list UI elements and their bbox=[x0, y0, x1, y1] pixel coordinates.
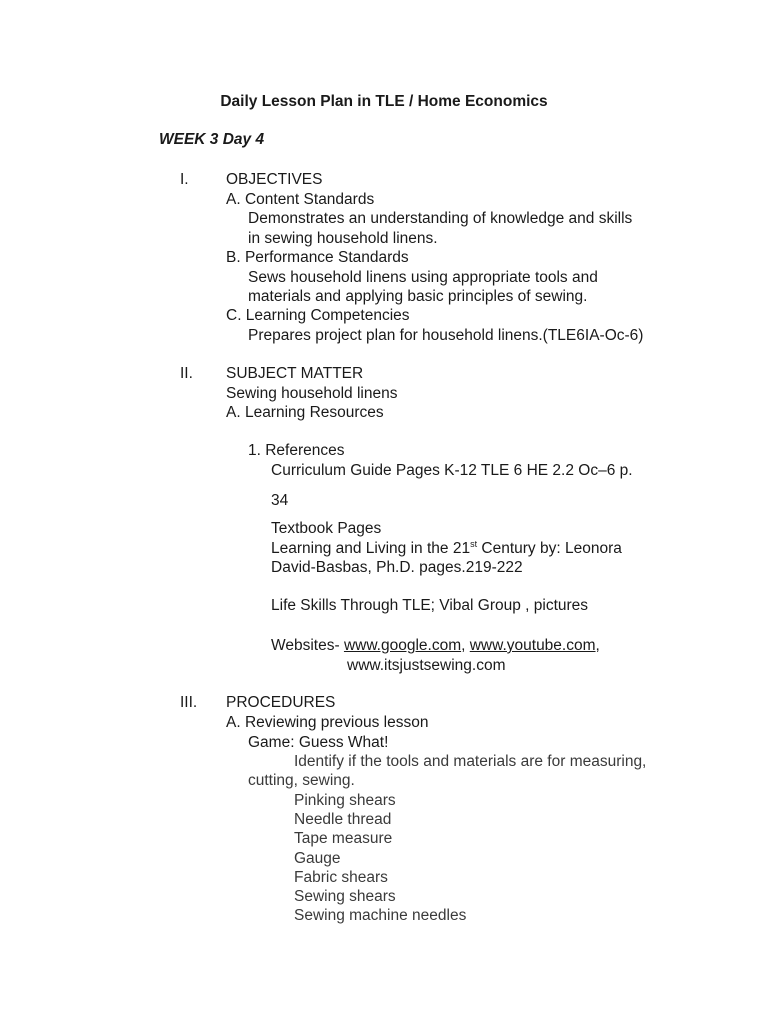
website-itsjustsewing: www.itsjustsewing.com bbox=[347, 657, 506, 674]
list-item: Sewing shears bbox=[294, 888, 396, 905]
subject-matter-topic: Sewing household linens bbox=[226, 385, 398, 402]
document-title: Daily Lesson Plan in TLE / Home Economics bbox=[220, 93, 548, 110]
section-numeral-subject-matter: II. bbox=[180, 365, 193, 382]
week-day-heading: WEEK 3 Day 4 bbox=[159, 131, 265, 148]
game-title: Game: Guess What! bbox=[248, 734, 389, 751]
references-label: 1. References bbox=[248, 442, 345, 459]
list-item: Needle thread bbox=[294, 811, 392, 828]
section-numeral-objectives: I. bbox=[180, 171, 189, 188]
game-instruction-1: Identify if the tools and materials are for measuring, bbox=[294, 753, 647, 770]
section-heading-procedures: PROCEDURES bbox=[226, 694, 336, 711]
content-standards-text-2: in sewing household linens. bbox=[248, 230, 438, 247]
website-separator: , bbox=[461, 637, 470, 654]
learning-resources-label: A. Learning Resources bbox=[226, 404, 384, 421]
performance-standards-label: B. Performance Standards bbox=[226, 249, 409, 266]
curriculum-guide-text-1: Curriculum Guide Pages K-12 TLE 6 HE 2.2 Oc–6 p. bbox=[271, 462, 633, 479]
ordinal-superscript: st bbox=[470, 538, 478, 549]
website-link-google[interactable]: www.google.com bbox=[343, 637, 462, 654]
content-standards-text-1: Demonstrates an understanding of knowledge and skills bbox=[248, 210, 633, 227]
list-item: Pinking shears bbox=[294, 792, 396, 809]
textbook-reference-pre: Learning and Living in the 21 bbox=[271, 540, 471, 557]
websites-label: Websites- bbox=[271, 637, 344, 654]
curriculum-guide-text-2: 34 bbox=[271, 492, 289, 509]
website-link-youtube[interactable]: www.youtube.com bbox=[469, 637, 596, 654]
list-item: Fabric shears bbox=[294, 869, 388, 886]
section-numeral-procedures: III. bbox=[180, 694, 198, 711]
game-instruction-2: cutting, sewing. bbox=[248, 772, 355, 789]
textbook-pages-label: Textbook Pages bbox=[271, 520, 382, 537]
textbook-reference-line-2: David-Basbas, Ph.D. pages.219-222 bbox=[271, 559, 523, 576]
textbook-reference-line-1 bbox=[271, 539, 622, 559]
list-item: Sewing machine needles bbox=[294, 907, 467, 924]
life-skills-reference: Life Skills Through TLE; Vibal Group , pictures bbox=[271, 597, 589, 614]
list-item: Gauge bbox=[294, 850, 341, 867]
performance-standards-text-1: Sews household linens using appropriate tools and bbox=[248, 269, 598, 286]
learning-competencies-label: C. Learning Competencies bbox=[226, 307, 410, 324]
learning-competencies-text: Prepares project plan for household linens.(TLE6IA-Oc-6) bbox=[248, 327, 644, 344]
website-separator: , bbox=[595, 637, 600, 654]
section-heading-objectives: OBJECTIVES bbox=[226, 171, 323, 188]
section-heading-subject-matter: SUBJECT MATTER bbox=[226, 365, 364, 382]
content-standards-label: A. Content Standards bbox=[226, 191, 375, 208]
textbook-reference-post: Century by: Leonora bbox=[477, 540, 622, 557]
list-item: Tape measure bbox=[294, 830, 393, 847]
reviewing-previous-lesson-label: A. Reviewing previous lesson bbox=[226, 714, 429, 731]
websites-line bbox=[271, 636, 600, 656]
performance-standards-text-2: materials and applying basic principles of sewing. bbox=[248, 288, 588, 305]
